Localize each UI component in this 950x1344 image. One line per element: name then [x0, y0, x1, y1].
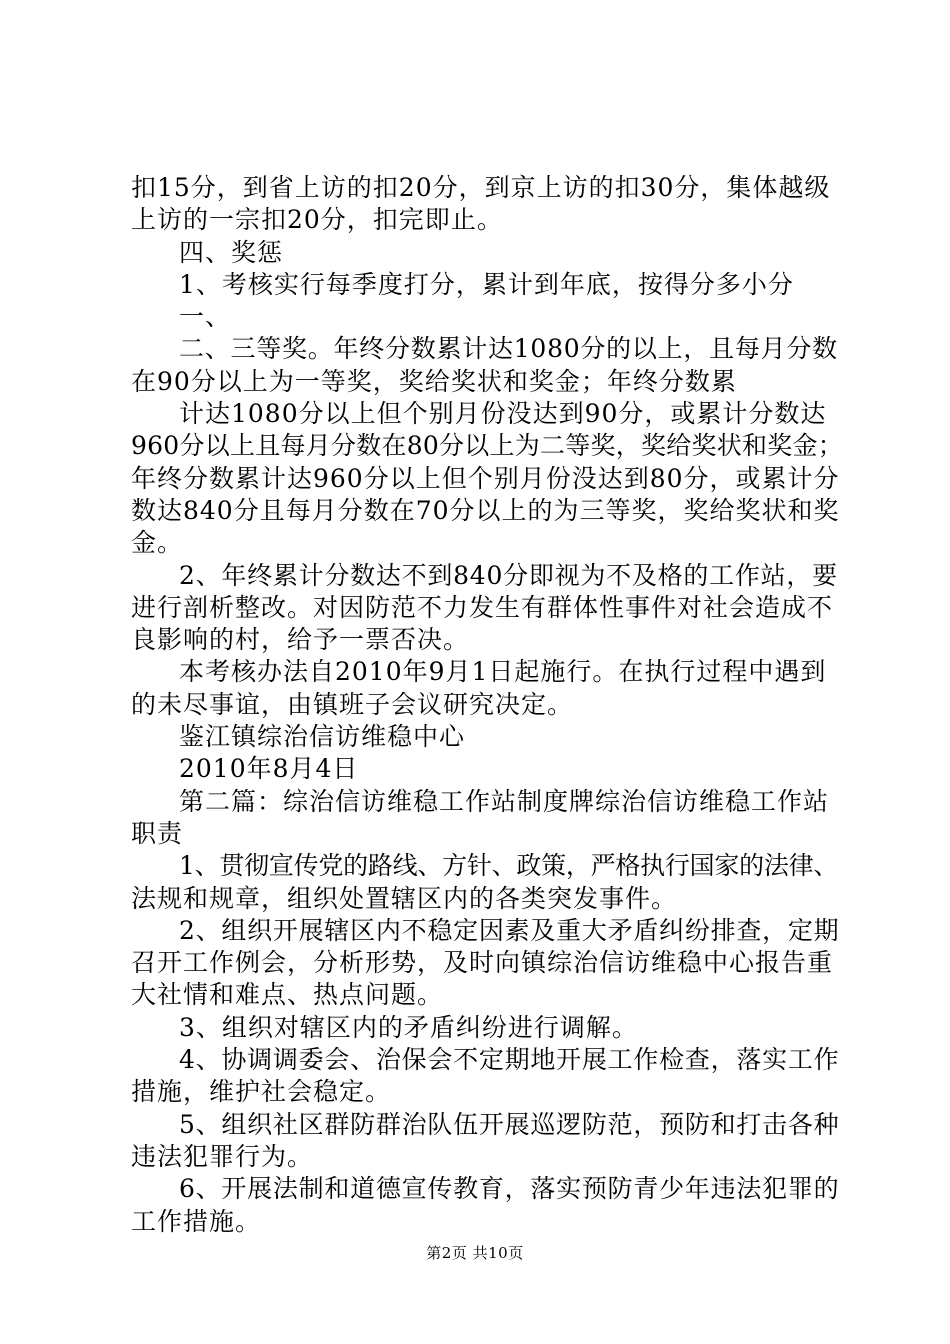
- text-line: 年终分数累计达960分以上但个别月份没达到80分，或累计分: [131, 463, 840, 493]
- text-line: 四、奖惩: [179, 237, 284, 267]
- text-line: 960分以上且每月分数在80分以上为二等奖，奖给奖状和奖金；: [131, 431, 844, 461]
- text-line: 大社情和难点、热点问题。: [131, 980, 444, 1010]
- text-line: 1、贯彻宣传党的路线、方针、政策，严格执行国家的法律、: [179, 851, 839, 881]
- text-line: 鉴江镇综治信访维稳中心: [179, 722, 466, 752]
- text-line: 召开工作例会，分析形势，及时向镇综治信访维稳中心报告重: [131, 948, 834, 978]
- text-line: 良影响的村，给予一票否决。: [131, 625, 470, 655]
- text-line: 一、: [179, 302, 232, 332]
- text-line: 的未尽事谊，由镇班子会议研究决定。: [131, 689, 574, 719]
- text-line: 计达1080分以上但个别月份没达到90分，或累计分数达: [179, 399, 827, 429]
- text-line: 1、考核实行每季度打分，累计到年底，按得分多小分: [179, 269, 794, 299]
- text-line: 数达840分且每月分数在70分以上的为三等奖，奖给奖状和奖: [131, 495, 840, 525]
- text-line: 工作措施。: [131, 1206, 262, 1236]
- text-line: 第二篇：综治信访维稳工作站制度牌综治信访维稳工作站: [179, 786, 830, 816]
- text-line: 二、三等奖。年终分数累计达1080分的以上，且每月分数: [179, 334, 838, 364]
- document-body: [131, 172, 844, 1238]
- text-line: 3、组织对辖区内的矛盾纠纷进行调解。: [179, 1012, 638, 1042]
- text-line: 进行剖析整改。对因防范不力发生有群体性事件对社会造成不: [131, 592, 834, 622]
- text-line: 上访的一宗扣20分，扣完即止。: [131, 205, 503, 235]
- text-line: 2、组织开展辖区内不稳定因素及重大矛盾纠纷排查，定期: [179, 915, 840, 945]
- text-line: 违法犯罪行为。: [131, 1141, 314, 1171]
- page-footer: 第2页 共10页: [426, 1244, 524, 1262]
- text-line: 法规和规章，组织处置辖区内的各类突发事件。: [131, 883, 678, 913]
- text-line: 2010年8月4日: [179, 754, 359, 784]
- text-line: 5、组织社区群防群治队伍开展巡逻防范，预防和打击各种: [179, 1109, 840, 1139]
- text-line: 4、协调调委会、治保会不定期地开展工作检查，落实工作: [179, 1045, 840, 1075]
- text-line: 6、开展法制和道德宣传教育，落实预防青少年违法犯罪的: [179, 1174, 840, 1204]
- text-line: 扣15分，到省上访的扣20分，到京上访的扣30分，集体越级: [131, 173, 831, 202]
- text-line: 2、年终累计分数达不到840分即视为不及格的工作站，要: [179, 560, 838, 590]
- text-line: 措施，维护社会稳定。: [131, 1077, 392, 1107]
- text-line: 职责: [131, 818, 184, 848]
- text-line: 在90分以上为一等奖，奖给奖状和奖金；年终分数累: [131, 366, 737, 396]
- text-line: 金。: [131, 528, 184, 558]
- text-line: 本考核办法自2010年9月1日起施行。在执行过程中遇到: [179, 657, 827, 687]
